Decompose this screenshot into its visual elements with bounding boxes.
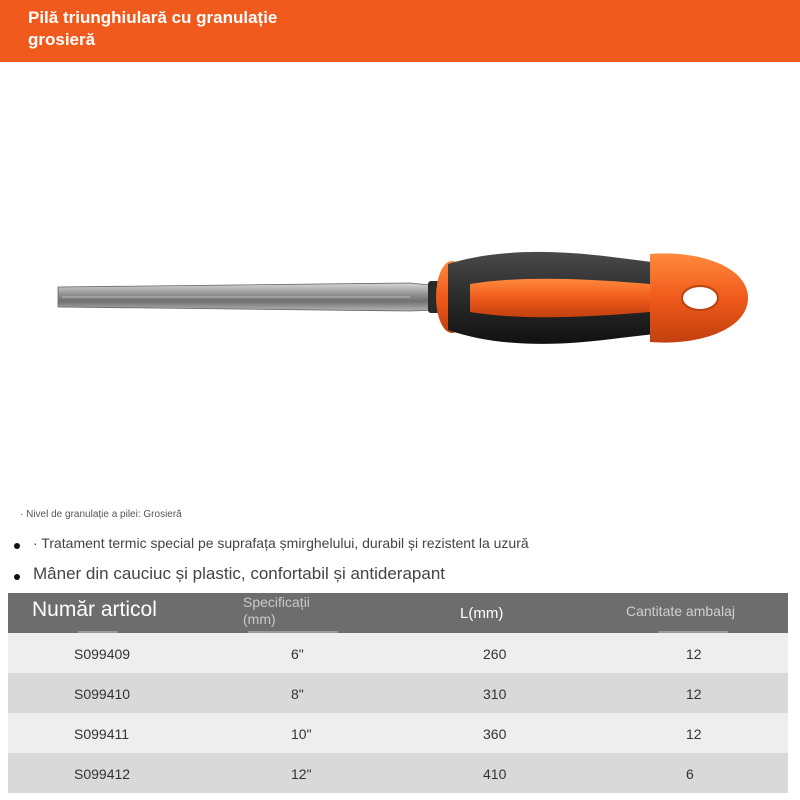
cell-article-number: S099409 (74, 646, 131, 662)
cell-specification: 12" (291, 766, 312, 782)
cell-length: 360 (483, 726, 507, 742)
cell-package-qty: 12 (686, 726, 702, 742)
cell-package-qty: 6 (686, 766, 694, 782)
header-banner (0, 0, 800, 62)
bullet-icon (14, 543, 20, 549)
cell-article-number: S099410 (74, 686, 131, 702)
cell-specification: 6" (291, 646, 304, 662)
cell-specification: 8" (291, 686, 304, 702)
cell-article-number: S099411 (74, 726, 130, 742)
feature-item (14, 564, 445, 584)
header-specifications-text: Specificații (mm) (243, 594, 310, 627)
feature-text: Mâner din cauciuc și plastic, confortabil și antiderapant (33, 564, 445, 583)
table-row (8, 713, 788, 753)
header-package-qty: Cantitate ambalaj (626, 603, 735, 619)
cell-package-qty: 12 (686, 686, 702, 702)
cell-length: 310 (483, 686, 507, 702)
table-row (8, 673, 788, 713)
table-header (8, 593, 788, 633)
page-title: Pilă triunghiulară cu granulație grosieră (28, 8, 278, 49)
feature-text: · Tratament termic special pe suprafața șmirghelului, durabil și rezistent la uzură (33, 535, 529, 551)
cell-specification: 10" (291, 726, 312, 742)
cell-article-number: S099412 (74, 766, 131, 782)
feature-item (14, 535, 529, 551)
cell-length: 260 (483, 646, 507, 662)
header-article-number: Număr articol (32, 598, 157, 621)
product-image-area (0, 62, 800, 502)
table-row (8, 633, 788, 673)
grit-level-note: · Nivel de granulație a pilei: Grosieră (20, 509, 182, 520)
cell-length: 410 (483, 766, 507, 782)
bullet-icon (14, 574, 20, 580)
header-specifications (243, 594, 343, 628)
triangular-file-image (0, 62, 800, 502)
spec-table (8, 593, 788, 793)
header-length: L(mm) (460, 605, 504, 622)
table-row (8, 753, 788, 793)
cell-package-qty: 12 (686, 646, 702, 662)
